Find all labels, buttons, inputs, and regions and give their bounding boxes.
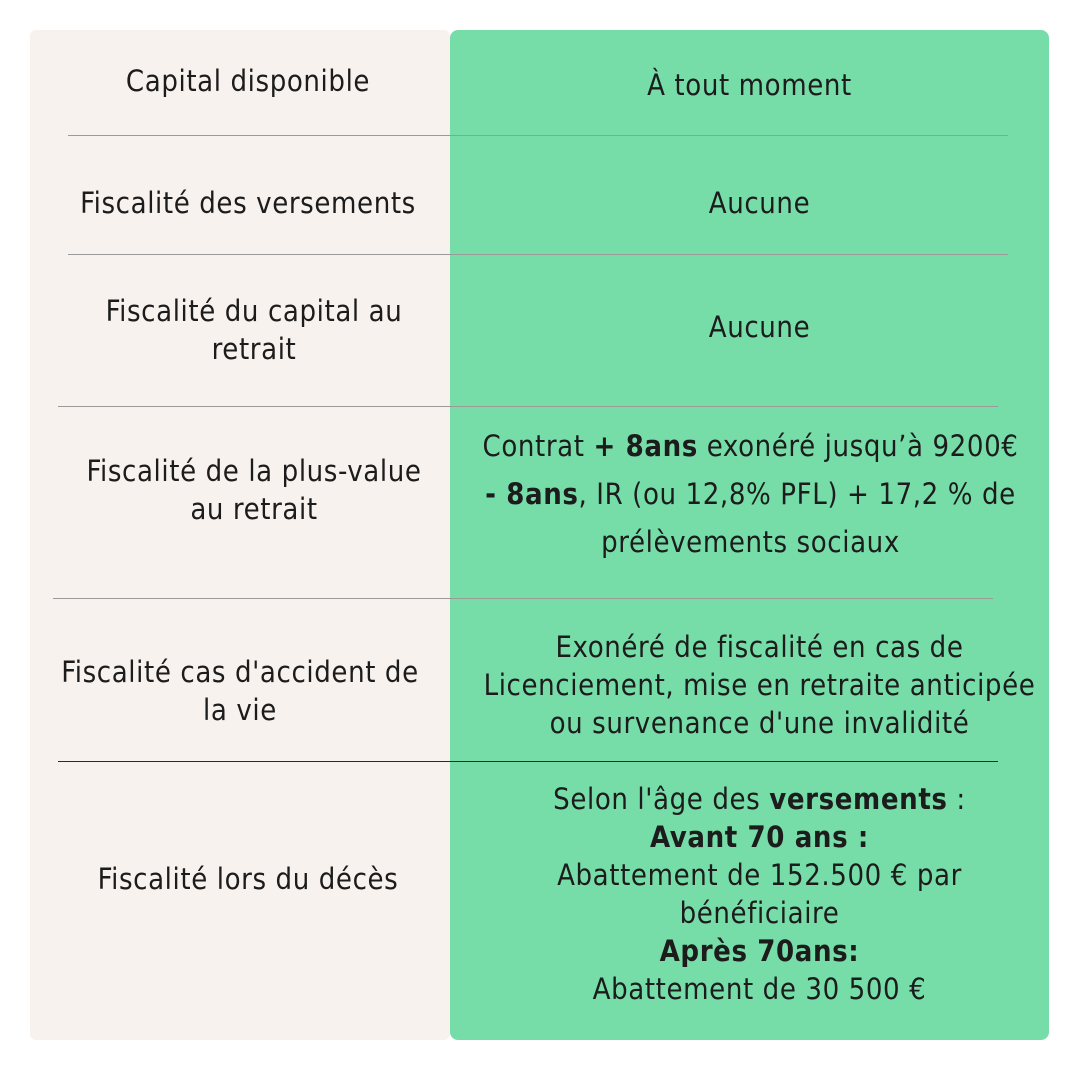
value-line: - 8ans, IR (ou 12,8% PFL) + 17,2 % de — [485, 477, 1016, 511]
value-line: prélèvements sociaux — [601, 525, 900, 559]
row-label: Fiscalité lors du décès — [97, 862, 399, 896]
row-label: Fiscalité du capital au retrait — [105, 294, 403, 366]
row-value — [450, 778, 1069, 1010]
row-value: Aucune — [708, 186, 811, 220]
row-divider — [53, 598, 993, 599]
row-label: Fiscalité des versements — [80, 186, 416, 220]
value-line: Contrat + 8ans exonéré jusqu’à 9200€ — [482, 429, 1019, 463]
value-line: Après 70ans: — [659, 934, 860, 968]
row-value: À tout moment — [647, 68, 852, 102]
row-label: Fiscalité cas d'accident de la vie — [61, 655, 419, 727]
row-value — [450, 422, 1051, 566]
row-divider — [58, 761, 998, 762]
row-value: Exonéré de fiscalité en cas de Licenciement, mise en retraite anticipée ou survenance d'une invalidité — [483, 630, 1036, 740]
value-line: Selon l'âge des versements : — [553, 782, 966, 816]
row-label: Fiscalité de la plus-value au retrait — [86, 454, 422, 526]
value-line: Avant 70 ans : — [650, 820, 869, 854]
row-value: Aucune — [708, 310, 811, 344]
row-divider — [68, 254, 1008, 255]
value-line: Abattement de 30 500 € — [592, 972, 927, 1006]
value-line: Abattement de 152.500 € par — [557, 858, 962, 892]
row-label: Capital disponible — [125, 64, 371, 98]
value-line: bénéficiaire — [679, 896, 840, 930]
row-divider — [68, 135, 1008, 136]
row-divider — [58, 406, 998, 407]
